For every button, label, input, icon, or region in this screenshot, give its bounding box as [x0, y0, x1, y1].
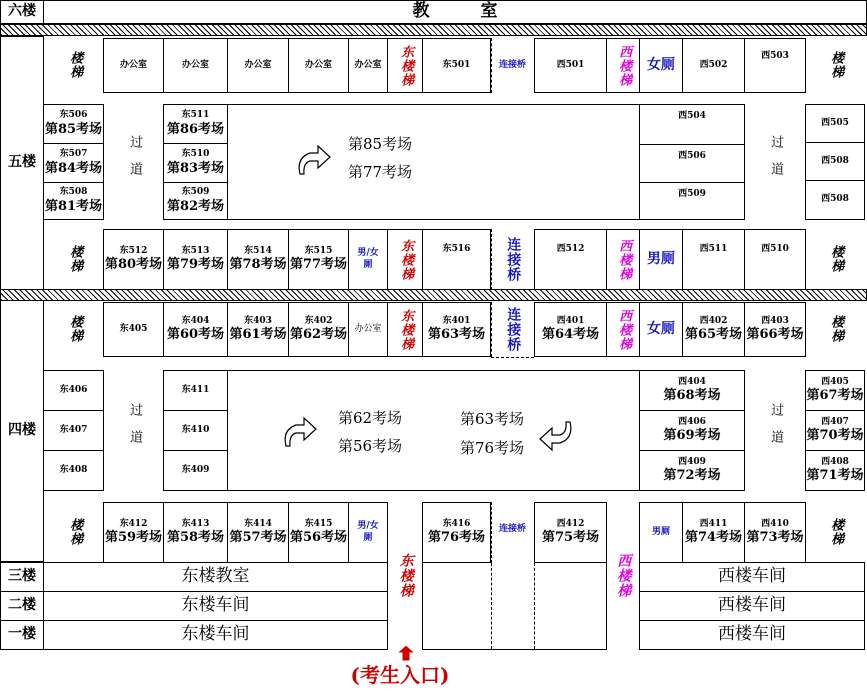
bridge-dash-5 [491, 302, 492, 357]
floor4-stairs-left-bottom: 楼梯 [67, 518, 83, 546]
floor4-west406 [639, 410, 745, 451]
floor5-west509: 西509 [639, 182, 745, 220]
floor5-office-3: 办公室 [227, 38, 289, 93]
floor5-west511: 西511 [682, 229, 745, 290]
entrance-label: (考生入口) [350, 662, 450, 687]
floor4-corridor-left: 过道 [127, 403, 143, 457]
floor5-west508a: 西508 [805, 142, 865, 181]
floor4-bridge-top: 连接桥 [505, 307, 522, 352]
exam-label: 第79考场 [166, 257, 225, 272]
floor4-west404 [639, 370, 745, 411]
exam-label: 第63考场 [427, 327, 486, 342]
room-label: 东515 [304, 245, 333, 256]
room-label: 东415 [304, 518, 333, 529]
exam-label: 第65考场 [684, 327, 743, 342]
floor5-stairs-left-top: 楼梯 [67, 51, 83, 79]
floor4-east414 [227, 502, 289, 563]
floor3-west: 西楼车间 [639, 562, 865, 592]
floor4-west411 [682, 502, 745, 563]
lower-bottom-wall [422, 649, 607, 650]
floor4-east411: 东411 [163, 370, 228, 411]
room-label: 东513 [181, 245, 210, 256]
floor5-womens-wc-top: 女厕 [639, 38, 683, 93]
exam-label: 第61考场 [229, 327, 287, 342]
lower-west-stairs: 西楼梯 [615, 552, 632, 598]
floor4-stairs-right-bottom: 楼梯 [828, 518, 844, 546]
floor4-womens-wc: 女厕 [639, 302, 683, 357]
floor5-east508 [43, 182, 104, 220]
exam-label: 第75考场 [541, 530, 600, 545]
floor5-east506 [43, 104, 104, 144]
floor4-west412 [534, 502, 607, 563]
floor5-east509 [163, 182, 228, 220]
room-label: 西412 [556, 518, 585, 529]
floor1-east: 东楼车间 [43, 620, 388, 650]
exam-label: 第69考场 [663, 428, 721, 443]
exam-label: 第74考场 [684, 530, 743, 545]
floor5-west-stairs-top: 西楼梯 [606, 38, 640, 93]
floor4-bridge-bottom: 连接桥 [498, 524, 526, 534]
floor4-east404 [163, 302, 228, 357]
floor4-stairs-left-top: 楼梯 [67, 315, 83, 343]
exam-label: 第70考场 [806, 428, 864, 443]
bridge-dash-6 [534, 302, 535, 357]
floor5-unisex-wc: 男/女厕 [348, 229, 388, 290]
floor4-east408: 东408 [43, 450, 104, 491]
floor4-east412 [103, 502, 164, 563]
room-label: 西404 [678, 376, 706, 387]
exam-label: 第72考场 [663, 468, 721, 483]
room-label: 东506 [59, 110, 88, 121]
floor5-center-exam2: 第77考场 [347, 162, 413, 181]
floor5-bridge-bottom: 连接桥 [505, 237, 522, 282]
exam-label: 第80考场 [104, 257, 163, 272]
exam-label: 第86考场 [166, 121, 225, 137]
floor4-east406: 东406 [43, 370, 104, 411]
room-label: 东402 [304, 315, 333, 326]
exam-label: 第84考场 [44, 160, 103, 176]
room-label: 西411 [699, 518, 728, 529]
lower-dash-1 [491, 563, 492, 649]
exam-label: 第76考场 [427, 530, 486, 545]
floor5-east516: 东516 [422, 229, 491, 290]
floor4-east409: 东409 [163, 450, 228, 491]
exam-label: 第56考场 [289, 530, 348, 545]
floor4-center-exam-a2: 第56考场 [337, 436, 403, 455]
room-label: 东412 [119, 518, 148, 529]
room-label: 东404 [181, 315, 210, 326]
floor5-west512: 西512 [534, 229, 607, 290]
rotate-arrow-left-icon [280, 412, 320, 452]
floor6-label: 六楼 [0, 0, 44, 24]
rotate-arrow-icon [294, 140, 334, 180]
floor5-east501: 东501 [422, 38, 491, 93]
floor-divider-5-4 [0, 289, 867, 301]
floor2-label: 二楼 [0, 591, 44, 621]
floor5-east515 [288, 229, 349, 290]
floor4-center-exam-a1: 第62考场 [337, 408, 403, 427]
floor5-east514 [227, 229, 289, 290]
floor5-office-5: 办公室 [348, 38, 388, 93]
floor5-west502: 西502 [682, 38, 745, 93]
bridge-dash-7 [491, 502, 492, 563]
floor5-east-stairs-top: 东楼梯 [387, 38, 423, 93]
floor5-west506: 西506 [639, 144, 745, 183]
floor5-stairs-right-bottom: 楼梯 [828, 245, 844, 273]
floor4-mens-wc: 男厕 [639, 502, 683, 563]
floor4-label: 四楼 [0, 300, 44, 562]
room-label: 东403 [244, 315, 272, 326]
floor4-west403 [744, 302, 806, 357]
floor5-east512 [103, 229, 164, 290]
floor4-east413 [163, 502, 228, 563]
floor-divider-6-5 [0, 24, 867, 36]
floor4-west409 [639, 450, 745, 491]
floor4-west405 [805, 370, 865, 411]
floor5-west505: 西505 [805, 104, 865, 143]
floor5-mens-wc: 男厕 [639, 229, 683, 290]
floor5-office-2: 办公室 [163, 38, 228, 93]
floor4-east401 [422, 302, 491, 357]
floor5-courtyard [227, 104, 640, 220]
exam-label: 第59考场 [104, 530, 163, 545]
floor5-east511 [163, 104, 228, 144]
room-label: 东514 [244, 245, 272, 256]
floor4-unisex-wc: 男/女厕 [348, 502, 388, 563]
floor5-west504: 西504 [639, 104, 745, 145]
floor4-west401 [534, 302, 607, 357]
room-label: 东512 [119, 245, 148, 256]
floor5-east507 [43, 143, 104, 183]
floor4-west410 [744, 502, 806, 563]
room-label: 西402 [699, 315, 728, 326]
room-label: 东507 [59, 149, 88, 160]
floor4-east405: 东405 [103, 302, 164, 357]
floor4-stairs-right-top: 楼梯 [828, 315, 844, 343]
floor4-west402 [682, 302, 745, 357]
floor4-east402 [288, 302, 349, 357]
exam-label: 第73考场 [746, 530, 804, 545]
exam-label: 第82考场 [166, 198, 225, 214]
floor5-west-stairs-bottom: 西楼梯 [606, 229, 640, 290]
exam-label: 第71考场 [806, 468, 864, 483]
exam-label: 第85考场 [44, 121, 103, 137]
floor5-east513 [163, 229, 228, 290]
floor6-classroom: 教 室 [43, 0, 867, 24]
floor5-label: 五楼 [0, 36, 44, 290]
exam-label: 第81考场 [44, 198, 103, 214]
floor5-corridor-left: 过道 [127, 135, 143, 189]
room-label: 西409 [678, 456, 706, 467]
exam-label: 第66考场 [746, 327, 804, 342]
exam-label: 第57考场 [229, 530, 287, 545]
rotate-arrow-right-icon [536, 416, 576, 456]
room-label: 东510 [181, 149, 210, 160]
room-label: 东401 [442, 315, 471, 326]
floor4-center-exam-b2: 第76考场 [459, 438, 525, 457]
room-label: 西403 [761, 315, 789, 326]
floor5-east-stairs-bottom: 东楼梯 [387, 229, 423, 290]
bridge-dash-1 [491, 38, 492, 93]
room-label: 西407 [821, 416, 849, 427]
room-label: 东509 [181, 187, 210, 198]
floor4-east-stairs-top: 东楼梯 [387, 302, 423, 357]
room-label: 西406 [678, 416, 706, 427]
exam-label: 第67考场 [806, 388, 864, 403]
floor5-office-4: 办公室 [288, 38, 349, 93]
lower-east-stairs: 东楼梯 [397, 552, 414, 598]
floor4-east415 [288, 502, 349, 563]
floor3-east: 东楼教室 [43, 562, 388, 592]
floor2-east: 东楼车间 [43, 591, 388, 621]
room-label: 西408 [821, 456, 849, 467]
bridge-dash-3 [491, 229, 492, 290]
room-label: 东508 [59, 187, 88, 198]
floor5-west510: 西510 [744, 229, 806, 290]
floor5-corridor-right: 过道 [768, 135, 784, 189]
exam-label: 第83考场 [166, 160, 225, 176]
exam-label: 第78考场 [229, 257, 287, 272]
floor4-west407 [805, 410, 865, 451]
bridge-dash-9 [491, 357, 534, 358]
exam-label: 第58考场 [166, 530, 225, 545]
floor4-corridor-right: 过道 [768, 403, 784, 457]
floor1-label: 一楼 [0, 620, 44, 650]
floor5-west503: 西503 [744, 38, 806, 93]
floor3-label: 三楼 [0, 562, 44, 592]
floor5-bridge-top: 连接桥 [498, 59, 526, 70]
room-label: 西401 [556, 315, 585, 326]
floor5-stairs-right-top: 楼梯 [828, 51, 844, 79]
floor4-west408 [805, 450, 865, 491]
room-label: 东413 [181, 518, 210, 529]
bridge-dash-8 [534, 502, 535, 563]
room-label: 西405 [821, 376, 849, 387]
exam-label: 第62考场 [289, 327, 348, 342]
floor5-office-1: 办公室 [103, 38, 164, 93]
floor4-center-exam-b1: 第63考场 [459, 409, 525, 428]
floor5-west508b: 西508 [805, 180, 865, 220]
floor4-east407: 东407 [43, 410, 104, 451]
exam-label: 第77考场 [289, 257, 348, 272]
exam-label: 第64考场 [541, 327, 600, 342]
floor5-stairs-left-bottom: 楼梯 [67, 245, 83, 273]
floor4-east410: 东410 [163, 410, 228, 451]
room-label: 西410 [761, 518, 789, 529]
floor4-office: 办公室 [348, 302, 388, 357]
bridge-dash-2 [534, 38, 535, 93]
floor2-west: 西楼车间 [639, 591, 865, 621]
floor5-east510 [163, 143, 228, 183]
floor5-west501: 西501 [534, 38, 607, 93]
room-label: 东416 [442, 518, 471, 529]
exam-label: 第60考场 [166, 327, 225, 342]
exam-label: 第68考场 [663, 388, 721, 403]
floor1-west: 西楼车间 [639, 620, 865, 650]
floor4-west-stairs-top: 西楼梯 [606, 302, 640, 357]
bridge-dash-4 [534, 229, 535, 290]
room-label: 东511 [181, 110, 210, 121]
floor4-east403 [227, 302, 289, 357]
room-label: 东414 [244, 518, 272, 529]
lower-east-wall [422, 562, 423, 650]
floor5-center-exam1: 第85考场 [347, 134, 413, 153]
lower-dash-2 [534, 563, 535, 649]
floor4-east416 [422, 502, 491, 563]
